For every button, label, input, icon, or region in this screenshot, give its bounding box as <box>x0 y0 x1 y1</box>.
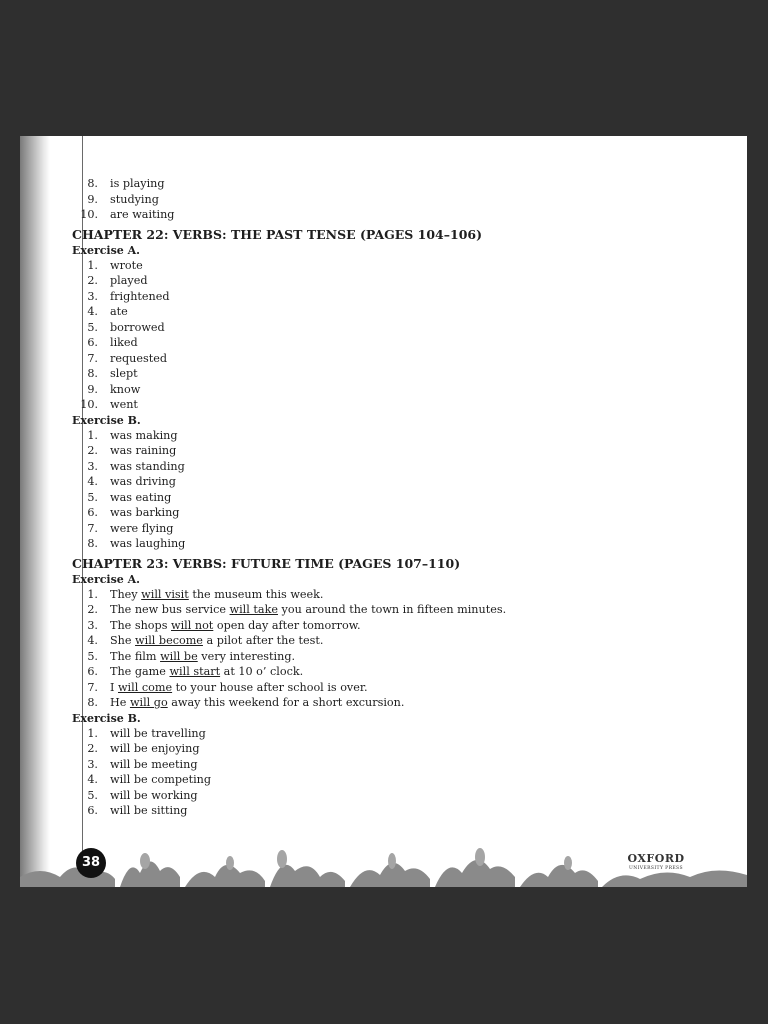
sentence <box>110 664 303 680</box>
item-number: 10. <box>80 398 98 411</box>
chapter-22-exercise-a-list <box>72 258 482 413</box>
chapter-23-heading: CHAPTER 23: VERBS: FUTURE TIME (PAGES 107–110) <box>72 555 461 571</box>
item-number: 8. <box>87 537 98 550</box>
sentence-start: She <box>110 634 136 647</box>
item-number: 8. <box>87 696 98 709</box>
underlined-verb: will be <box>160 649 198 663</box>
chapter-22-exercise-a-heading: Exercise A. <box>72 243 140 257</box>
item-number: 1. <box>87 428 98 442</box>
item-text: will be meeting <box>110 757 198 771</box>
page-number-badge: 38 <box>76 848 106 878</box>
underlined-verb: will take <box>229 603 278 616</box>
item-text: was eating <box>110 490 172 504</box>
item-text: ate <box>110 305 128 318</box>
sentence <box>110 618 361 634</box>
sentence-end: the museum this week. <box>188 587 324 601</box>
item-text: will be working <box>110 788 198 802</box>
sentence-start: The film <box>110 649 161 663</box>
list-item <box>72 505 482 521</box>
list-item <box>72 521 482 537</box>
item-text: slept <box>110 367 138 380</box>
publisher-logo <box>626 852 686 871</box>
chapter-23-exercise-a-heading: Exercise A. <box>72 572 140 586</box>
list-item <box>72 459 482 475</box>
item-text: was raining <box>110 444 177 457</box>
list-item <box>72 176 482 192</box>
publisher-name: OXFORD <box>627 852 685 865</box>
item-text: studying <box>110 192 159 206</box>
item-text: is playing <box>110 177 165 190</box>
item-text: played <box>110 274 148 287</box>
item-number: 7. <box>87 521 98 535</box>
list-item <box>72 273 482 289</box>
item-number: 9. <box>87 192 98 206</box>
item-text: was barking <box>110 506 180 519</box>
top-list <box>72 176 482 223</box>
item-text: were flying <box>110 521 174 535</box>
sentence-start: The shops <box>110 618 171 632</box>
sentence-start: The new bus service <box>110 603 230 616</box>
item-text: know <box>110 382 141 396</box>
chapter-23-exercise-a-list <box>72 587 507 711</box>
item-text: will be sitting <box>110 804 188 817</box>
item-number: 1. <box>87 587 98 601</box>
sentence-end: away this weekend for a short excursion. <box>167 696 405 709</box>
item-number: 2. <box>87 274 98 287</box>
list-item <box>72 618 482 634</box>
item-number: 6. <box>87 506 98 519</box>
list-item <box>72 788 482 804</box>
item-number: 5. <box>87 320 98 334</box>
sentence <box>110 680 368 696</box>
item-number: 6. <box>87 804 98 817</box>
underlined-verb: will become <box>135 634 203 647</box>
item-text: wrote <box>110 258 143 272</box>
list-item <box>72 443 482 459</box>
list-item <box>72 192 482 208</box>
item-number: 9. <box>87 382 98 396</box>
list-item <box>72 207 482 223</box>
item-number: 5. <box>87 649 98 663</box>
item-number: 5. <box>87 490 98 504</box>
item-number: 3. <box>87 459 98 473</box>
underlined-verb: will come <box>117 680 173 694</box>
item-text: was driving <box>110 475 176 488</box>
underlined-verb: will go <box>129 696 168 709</box>
item-number: 3. <box>87 618 98 632</box>
chapter-23-exercise-b-list <box>72 726 482 819</box>
list-item <box>72 664 482 680</box>
item-number: 1. <box>87 726 98 740</box>
list-item <box>72 428 482 444</box>
item-text: was standing <box>110 459 185 473</box>
list-item <box>72 536 482 552</box>
sentence-end: you around the town in fifteen minutes. <box>277 603 507 616</box>
item-number: 8. <box>87 177 98 190</box>
item-number: 1. <box>87 258 98 272</box>
sentence-end: at 10 o’ clock. <box>220 665 304 678</box>
list-item <box>72 474 482 490</box>
publisher-subtitle: UNIVERSITY PRESS <box>629 866 683 871</box>
item-text: liked <box>110 336 138 349</box>
item-number: 2. <box>87 742 98 755</box>
sentence-end: open day after tomorrow. <box>213 618 361 632</box>
sentence <box>110 602 506 618</box>
item-number: 6. <box>87 336 98 349</box>
chapter-22-exercise-b-heading: Exercise B. <box>72 413 141 427</box>
list-item <box>72 680 482 696</box>
sentence-start: The game <box>110 665 170 678</box>
list-item <box>72 366 482 382</box>
item-text: requested <box>110 351 167 365</box>
item-text: will be enjoying <box>110 742 200 755</box>
list-item <box>72 397 482 413</box>
item-number: 10. <box>80 208 98 221</box>
list-item <box>72 304 482 320</box>
item-text: went <box>110 398 138 411</box>
sentence <box>110 633 323 649</box>
list-item <box>72 382 482 398</box>
underlined-verb: will visit <box>141 587 189 601</box>
sentence-start: I <box>110 680 118 694</box>
item-number: 4. <box>87 305 98 318</box>
item-text: will be travelling <box>110 726 206 740</box>
binding-shadow <box>20 136 50 887</box>
item-number: 3. <box>87 289 98 303</box>
item-text: will be competing <box>110 773 212 786</box>
sentence-start: He <box>110 696 130 709</box>
list-item <box>72 258 482 274</box>
item-number: 7. <box>87 680 98 694</box>
list-item <box>72 602 507 618</box>
list-item <box>72 649 482 665</box>
sentence-start: They <box>110 587 142 601</box>
item-number: 3. <box>87 757 98 771</box>
item-number: 4. <box>87 773 98 786</box>
list-item <box>72 490 482 506</box>
item-text: was laughing <box>110 537 186 550</box>
list-item <box>72 351 482 367</box>
item-text: frightened <box>110 289 170 303</box>
item-text: borrowed <box>110 320 165 334</box>
chapter-22-exercise-b-list <box>72 428 482 552</box>
list-item <box>72 772 482 788</box>
chapter-23-exercise-b-heading: Exercise B. <box>72 711 141 725</box>
sentence-end: to your house after school is over. <box>172 680 368 694</box>
item-number: 6. <box>87 665 98 678</box>
item-number: 7. <box>87 351 98 365</box>
item-number: 4. <box>87 634 98 647</box>
list-item <box>72 320 482 336</box>
list-item <box>72 741 482 757</box>
list-item <box>72 587 482 603</box>
list-item <box>72 633 482 649</box>
item-number: 2. <box>87 603 98 616</box>
answer-key-content <box>72 176 507 819</box>
item-number: 4. <box>87 475 98 488</box>
list-item <box>72 289 482 305</box>
book-page <box>20 136 747 887</box>
sentence <box>110 695 404 711</box>
list-item <box>72 335 482 351</box>
list-item <box>72 803 482 819</box>
list-item <box>72 757 482 773</box>
list-item <box>72 726 482 742</box>
item-number: 8. <box>87 367 98 380</box>
item-text: was making <box>110 428 178 442</box>
sentence-end: a pilot after the test. <box>202 634 324 647</box>
chapter-22-heading: CHAPTER 22: VERBS: THE PAST TENSE (PAGES 104–106) <box>72 226 483 242</box>
item-number: 5. <box>87 788 98 802</box>
sentence <box>110 649 295 665</box>
underlined-verb: will not <box>171 618 214 632</box>
sentence-end: very interesting. <box>197 649 296 663</box>
item-number: 2. <box>87 444 98 457</box>
list-item <box>72 695 482 711</box>
item-text: are waiting <box>110 208 175 221</box>
sentence <box>110 587 323 603</box>
underlined-verb: will start <box>169 665 221 678</box>
